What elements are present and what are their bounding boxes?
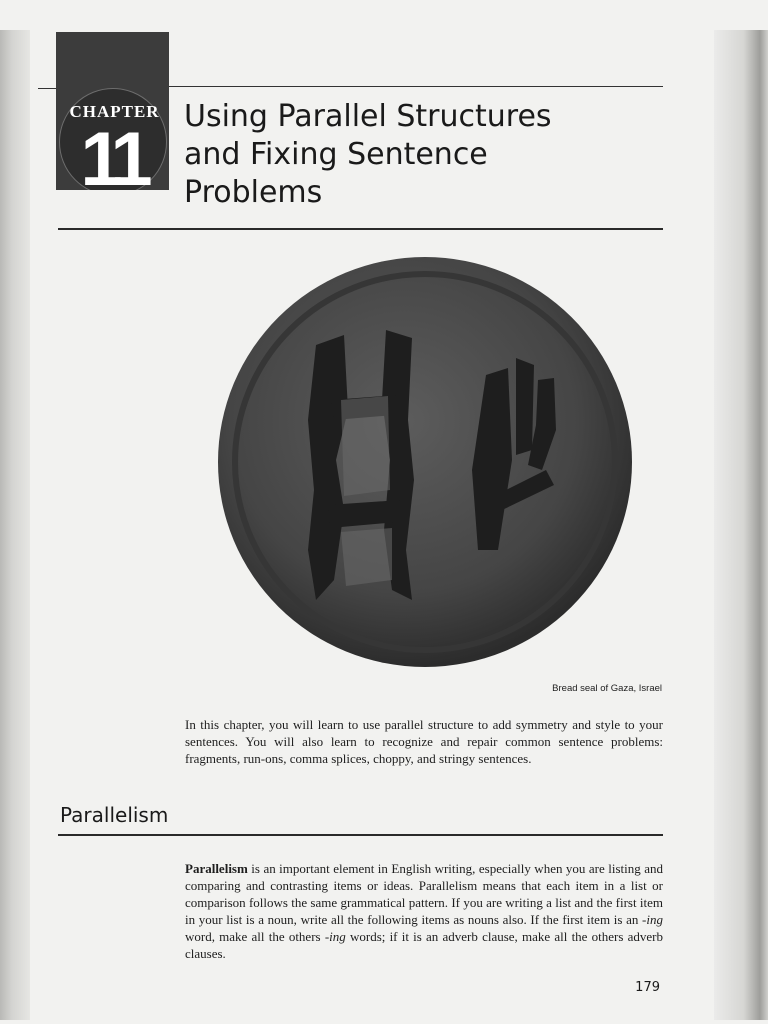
section-heading: Parallelism [60, 803, 169, 827]
section-rule [58, 834, 663, 836]
header-rule-left [38, 88, 56, 89]
chapter-label: CHAPTER [69, 102, 160, 121]
ing-term-1: -ing [642, 912, 663, 927]
body-text-c: words; if it is an adverb clause, make all the others adverb clauses. [185, 929, 664, 961]
body-text-a: is an important element in English writing, especially when you are listing and comparing and contrasting items or ideas. Parallelism means that each item in a list or comparison follows the same grammatical pattern. If you are writing a list and the first item in your list is a noun, write all the following items as nouns also. If the first item is an [185, 861, 663, 927]
ing-term-2: -ing [324, 929, 346, 944]
chapter-title [184, 98, 664, 212]
title-line-3: Problems [184, 175, 323, 210]
page-number: 179 [635, 980, 660, 995]
header-rule-top [169, 86, 663, 87]
intro-paragraph: In this chapter, you will learn to use parallel structure to add symmetry and style to your sentences. You will also learn to recognize and repair common sentence problems: fragments, run-ons, comma splices, choppy, and stringy sentences. [185, 717, 663, 766]
title-line-2: and Fixing Sentence [184, 137, 488, 172]
chapter-number: 11 [80, 117, 145, 190]
parallelism-term: Parallelism [185, 861, 248, 876]
page-gutter-right [714, 30, 768, 1020]
title-rule [58, 228, 663, 230]
body-text-b: word, make all the others [185, 929, 325, 944]
bread-seal-image [216, 250, 634, 670]
body-paragraph [185, 860, 663, 962]
page-gutter-left [0, 30, 30, 1020]
chapter-badge [56, 32, 169, 190]
figure-caption: Bread seal of Gaza, Israel [552, 683, 662, 694]
title-line-1: Using Parallel Structures [184, 99, 552, 134]
